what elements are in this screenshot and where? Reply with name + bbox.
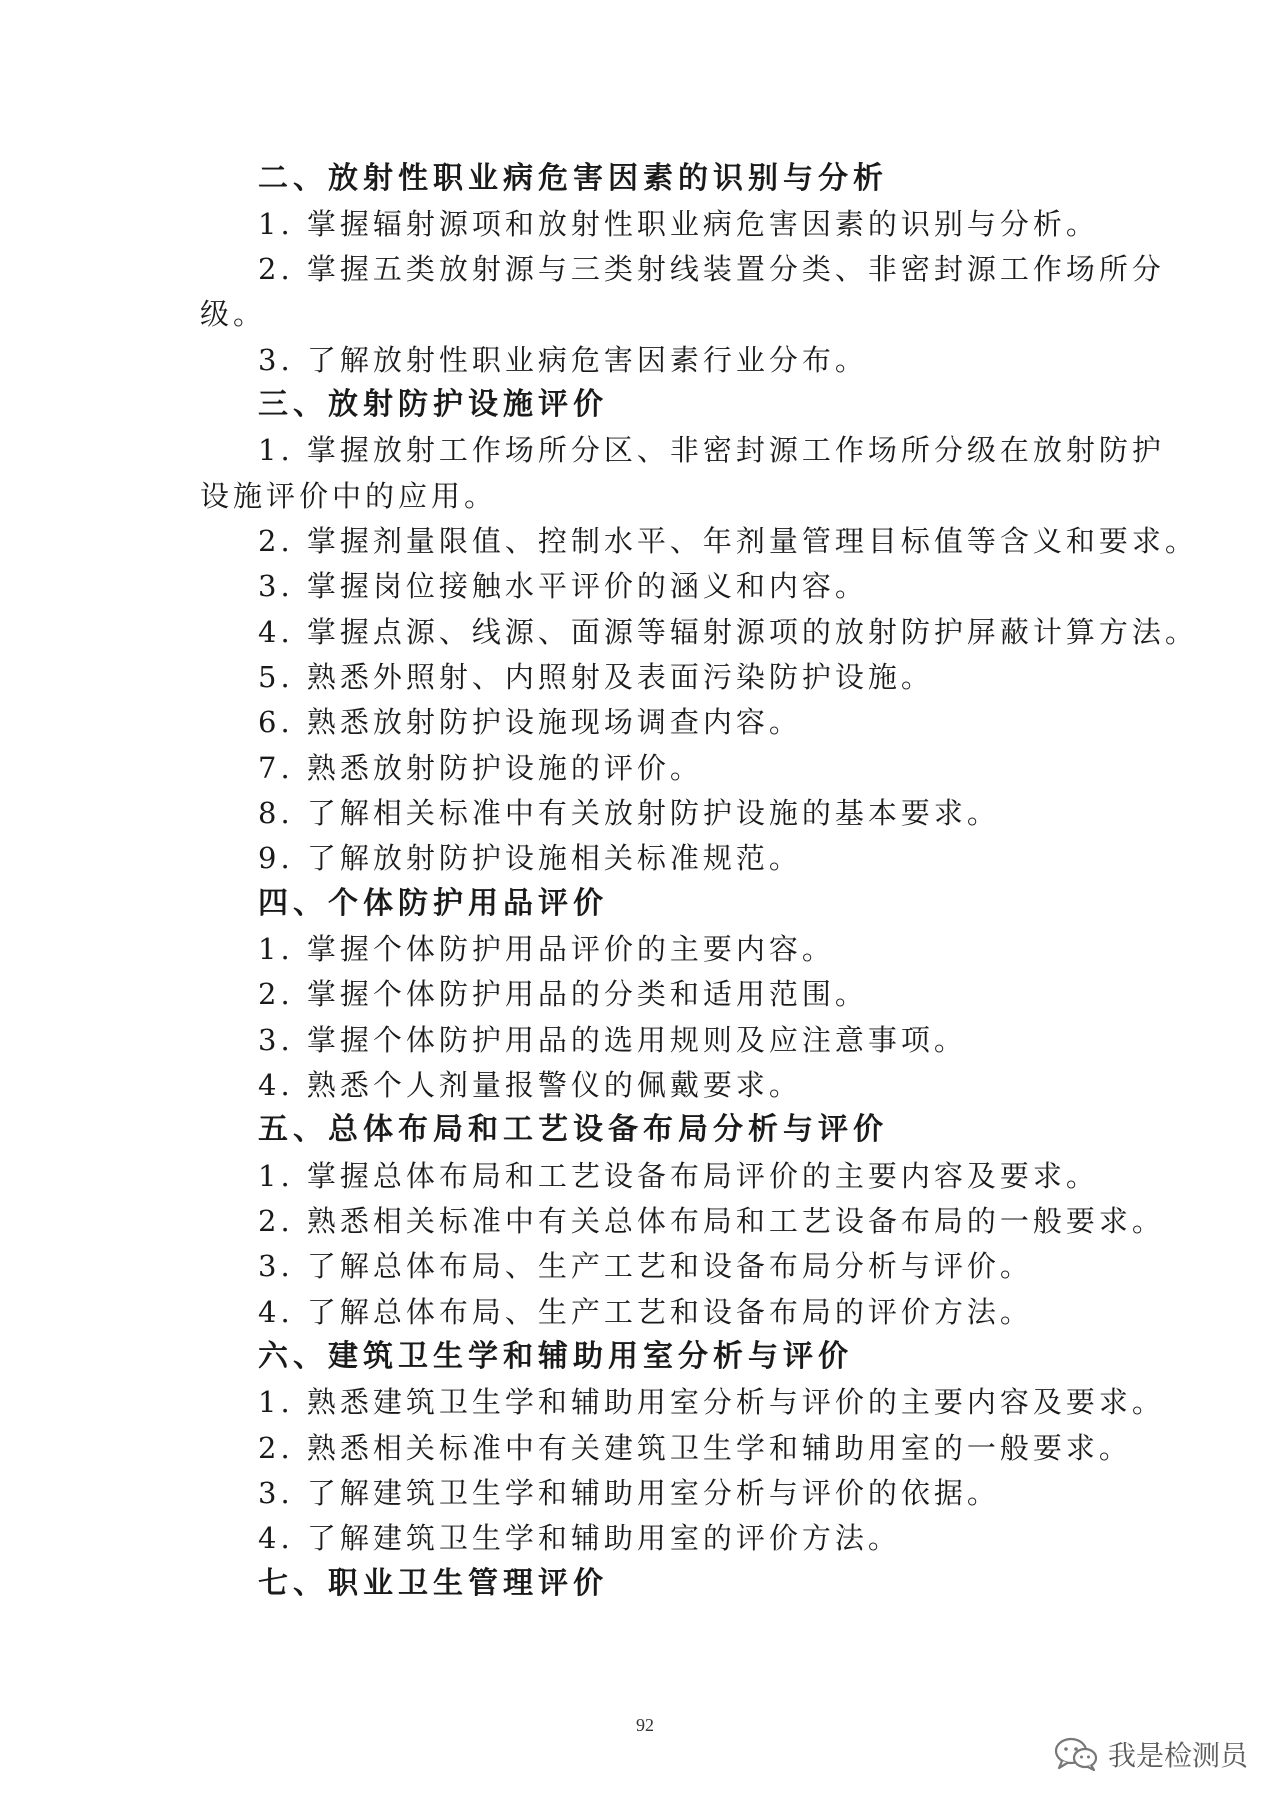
list-item: 3. 掌握个体防护用品的选用规则及应注意事项。 [258,1023,967,1057]
section-heading: 六、建筑卫生学和辅助用室分析与评价 [258,1339,853,1374]
list-item: 4. 了解建筑卫生学和辅助用室的评价方法。 [258,1521,901,1555]
list-item: 7. 熟悉放射防护设施的评价。 [258,751,703,785]
list-item: 2. 掌握五类放射源与三类射线装置分类、非密封源工作场所分 [258,252,1165,286]
section-heading: 四、个体防护用品评价 [258,886,608,921]
list-item: 2. 掌握个体防护用品的分类和适用范围。 [258,977,868,1011]
wechat-icon [1054,1736,1098,1772]
section-heading: 三、放射防护设施评价 [258,387,608,422]
list-item: 3. 了解建筑卫生学和辅助用室分析与评价的依据。 [258,1476,1000,1510]
page-number: 92 [636,1715,654,1735]
list-item: 3. 了解总体布局、生产工艺和设备布局分析与评价。 [258,1249,1033,1283]
list-item: 4. 了解总体布局、生产工艺和设备布局的评价方法。 [258,1295,1033,1329]
list-item: 9. 了解放射防护设施相关标准规范。 [258,841,802,875]
list-item: 6. 熟悉放射防护设施现场调查内容。 [258,705,802,739]
watermark [1054,1730,1248,1778]
list-item-continuation: 级。 [200,297,267,331]
list-item: 3. 掌握岗位接触水平评价的涵义和内容。 [258,569,868,603]
list-item: 4. 熟悉个人剂量报警仪的佩戴要求。 [258,1068,802,1102]
list-item: 4. 掌握点源、线源、面源等辐射源项的放射防护屏蔽计算方法。 [258,615,1198,649]
section-heading: 二、放射性职业病危害因素的识别与分析 [258,161,888,196]
watermark-text: 我是检测员 [1107,1739,1248,1772]
list-item: 1. 掌握辐射源项和放射性职业病危害因素的识别与分析。 [258,207,1099,241]
section-heading: 五、总体布局和工艺设备布局分析与评价 [258,1112,888,1147]
list-item: 5. 熟悉外照射、内照射及表面污染防护设施。 [258,660,934,694]
list-item: 2. 熟悉相关标准中有关建筑卫生学和辅助用室的一般要求。 [258,1431,1132,1465]
list-item: 1. 掌握个体防护用品评价的主要内容。 [258,932,835,966]
list-item: 2. 掌握剂量限值、控制水平、年剂量管理目标值等含义和要求。 [258,524,1198,558]
list-item: 1. 熟悉建筑卫生学和辅助用室分析与评价的主要内容及要求。 [258,1385,1165,1419]
list-item-continuation: 设施评价中的应用。 [200,479,498,513]
list-item: 8. 了解相关标准中有关放射防护设施的基本要求。 [258,796,1000,830]
list-item: 2. 熟悉相关标准中有关总体布局和工艺设备布局的一般要求。 [258,1204,1165,1238]
list-item: 3. 了解放射性职业病危害因素行业分布。 [258,343,868,377]
list-item: 1. 掌握放射工作场所分区、非密封源工作场所分级在放射防护 [258,433,1165,467]
section-heading: 七、职业卫生管理评价 [258,1566,608,1601]
list-item: 1. 掌握总体布局和工艺设备布局评价的主要内容及要求。 [258,1159,1099,1193]
